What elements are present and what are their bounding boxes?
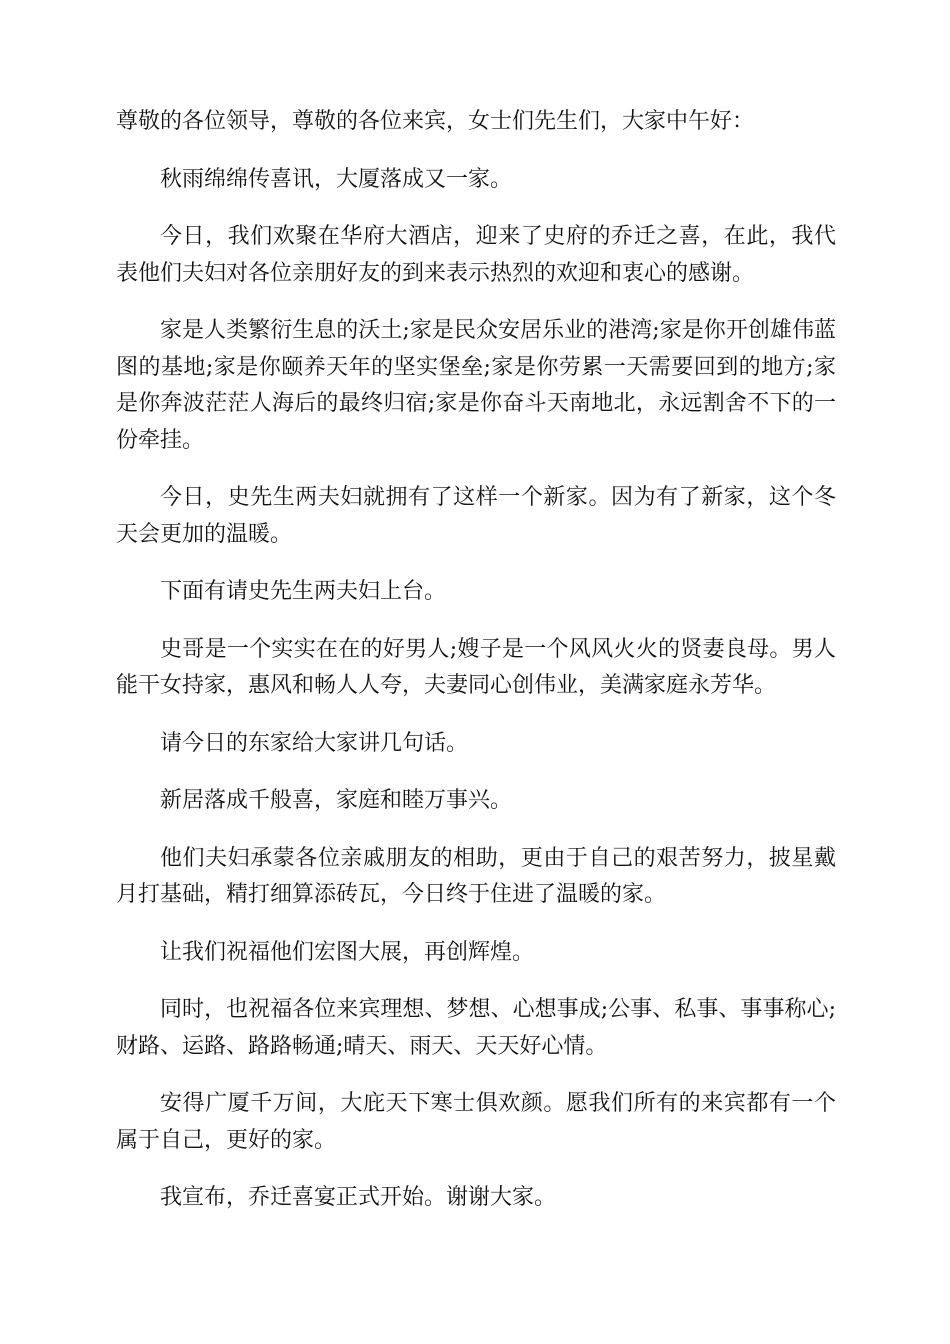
document-body [116, 104, 836, 1238]
paragraph: 同时，也祝福各位来宾理想、梦想、心想事成;公事、私事、事事称心;财路、运路、路路畅通;晴天、雨天、天天好心情。 [116, 997, 836, 1059]
paragraph: 今日，我们欢聚在华府大酒店，迎来了史府的乔迁之喜，在此，我代表他们夫妇对各位亲朋好友的到来表示热烈的欢迎和衷心的感谢。 [116, 224, 836, 286]
greeting-paragraph: 尊敬的各位领导，尊敬的各位来宾，女士们先生们，大家中午好： [116, 109, 755, 134]
paragraph: 让我们祝福他们宏图大展，再创辉煌。 [160, 939, 535, 965]
paragraph: 他们夫妇承蒙各位亲戚朋友的相助，更由于自己的艰苦努力，披星戴月打基础，精打细算添砖瓦，今日终于住进了温暖的家。 [116, 845, 836, 907]
paragraph: 家是人类繁衍生息的沃土;家是民众安居乐业的港湾;家是你开创雄伟蓝图的基地;家是你颐养天年的坚实堡垒;家是你劳累一天需要回到的地方;家是你奔波茫茫人海后的最终归宿;家是你奋斗天南地北，永远割舍不下的一份牵挂。 [116, 318, 836, 453]
paragraph: 今日，史先生两夫妇就拥有了这样一个新家。因为有了新家，这个冬天会更加的温暖。 [116, 485, 836, 547]
paragraph: 秋雨绵绵传喜讯，大厦落成又一家。 [160, 166, 513, 192]
paragraph: 请今日的东家给大家讲几句话。 [160, 730, 469, 756]
paragraph: 安得广厦千万间，大庇天下寒士俱欢颜。愿我们所有的来宾都有一个属于自己，更好的家。 [116, 1091, 836, 1153]
paragraph: 史哥是一个实实在在的好男人;嫂子是一个风风火火的贤妻良母。男人能干女持家，惠风和畅人人夸，夫妻同心创伟业，美满家庭永芳华。 [116, 636, 836, 698]
paragraph: 下面有请史先生两夫妇上台。 [160, 579, 447, 604]
closing-paragraph: 我宣布，乔迁喜宴正式开始。谢谢大家。 [160, 1185, 557, 1210]
paragraph: 新居落成千般喜，家庭和睦万事兴。 [160, 788, 513, 813]
